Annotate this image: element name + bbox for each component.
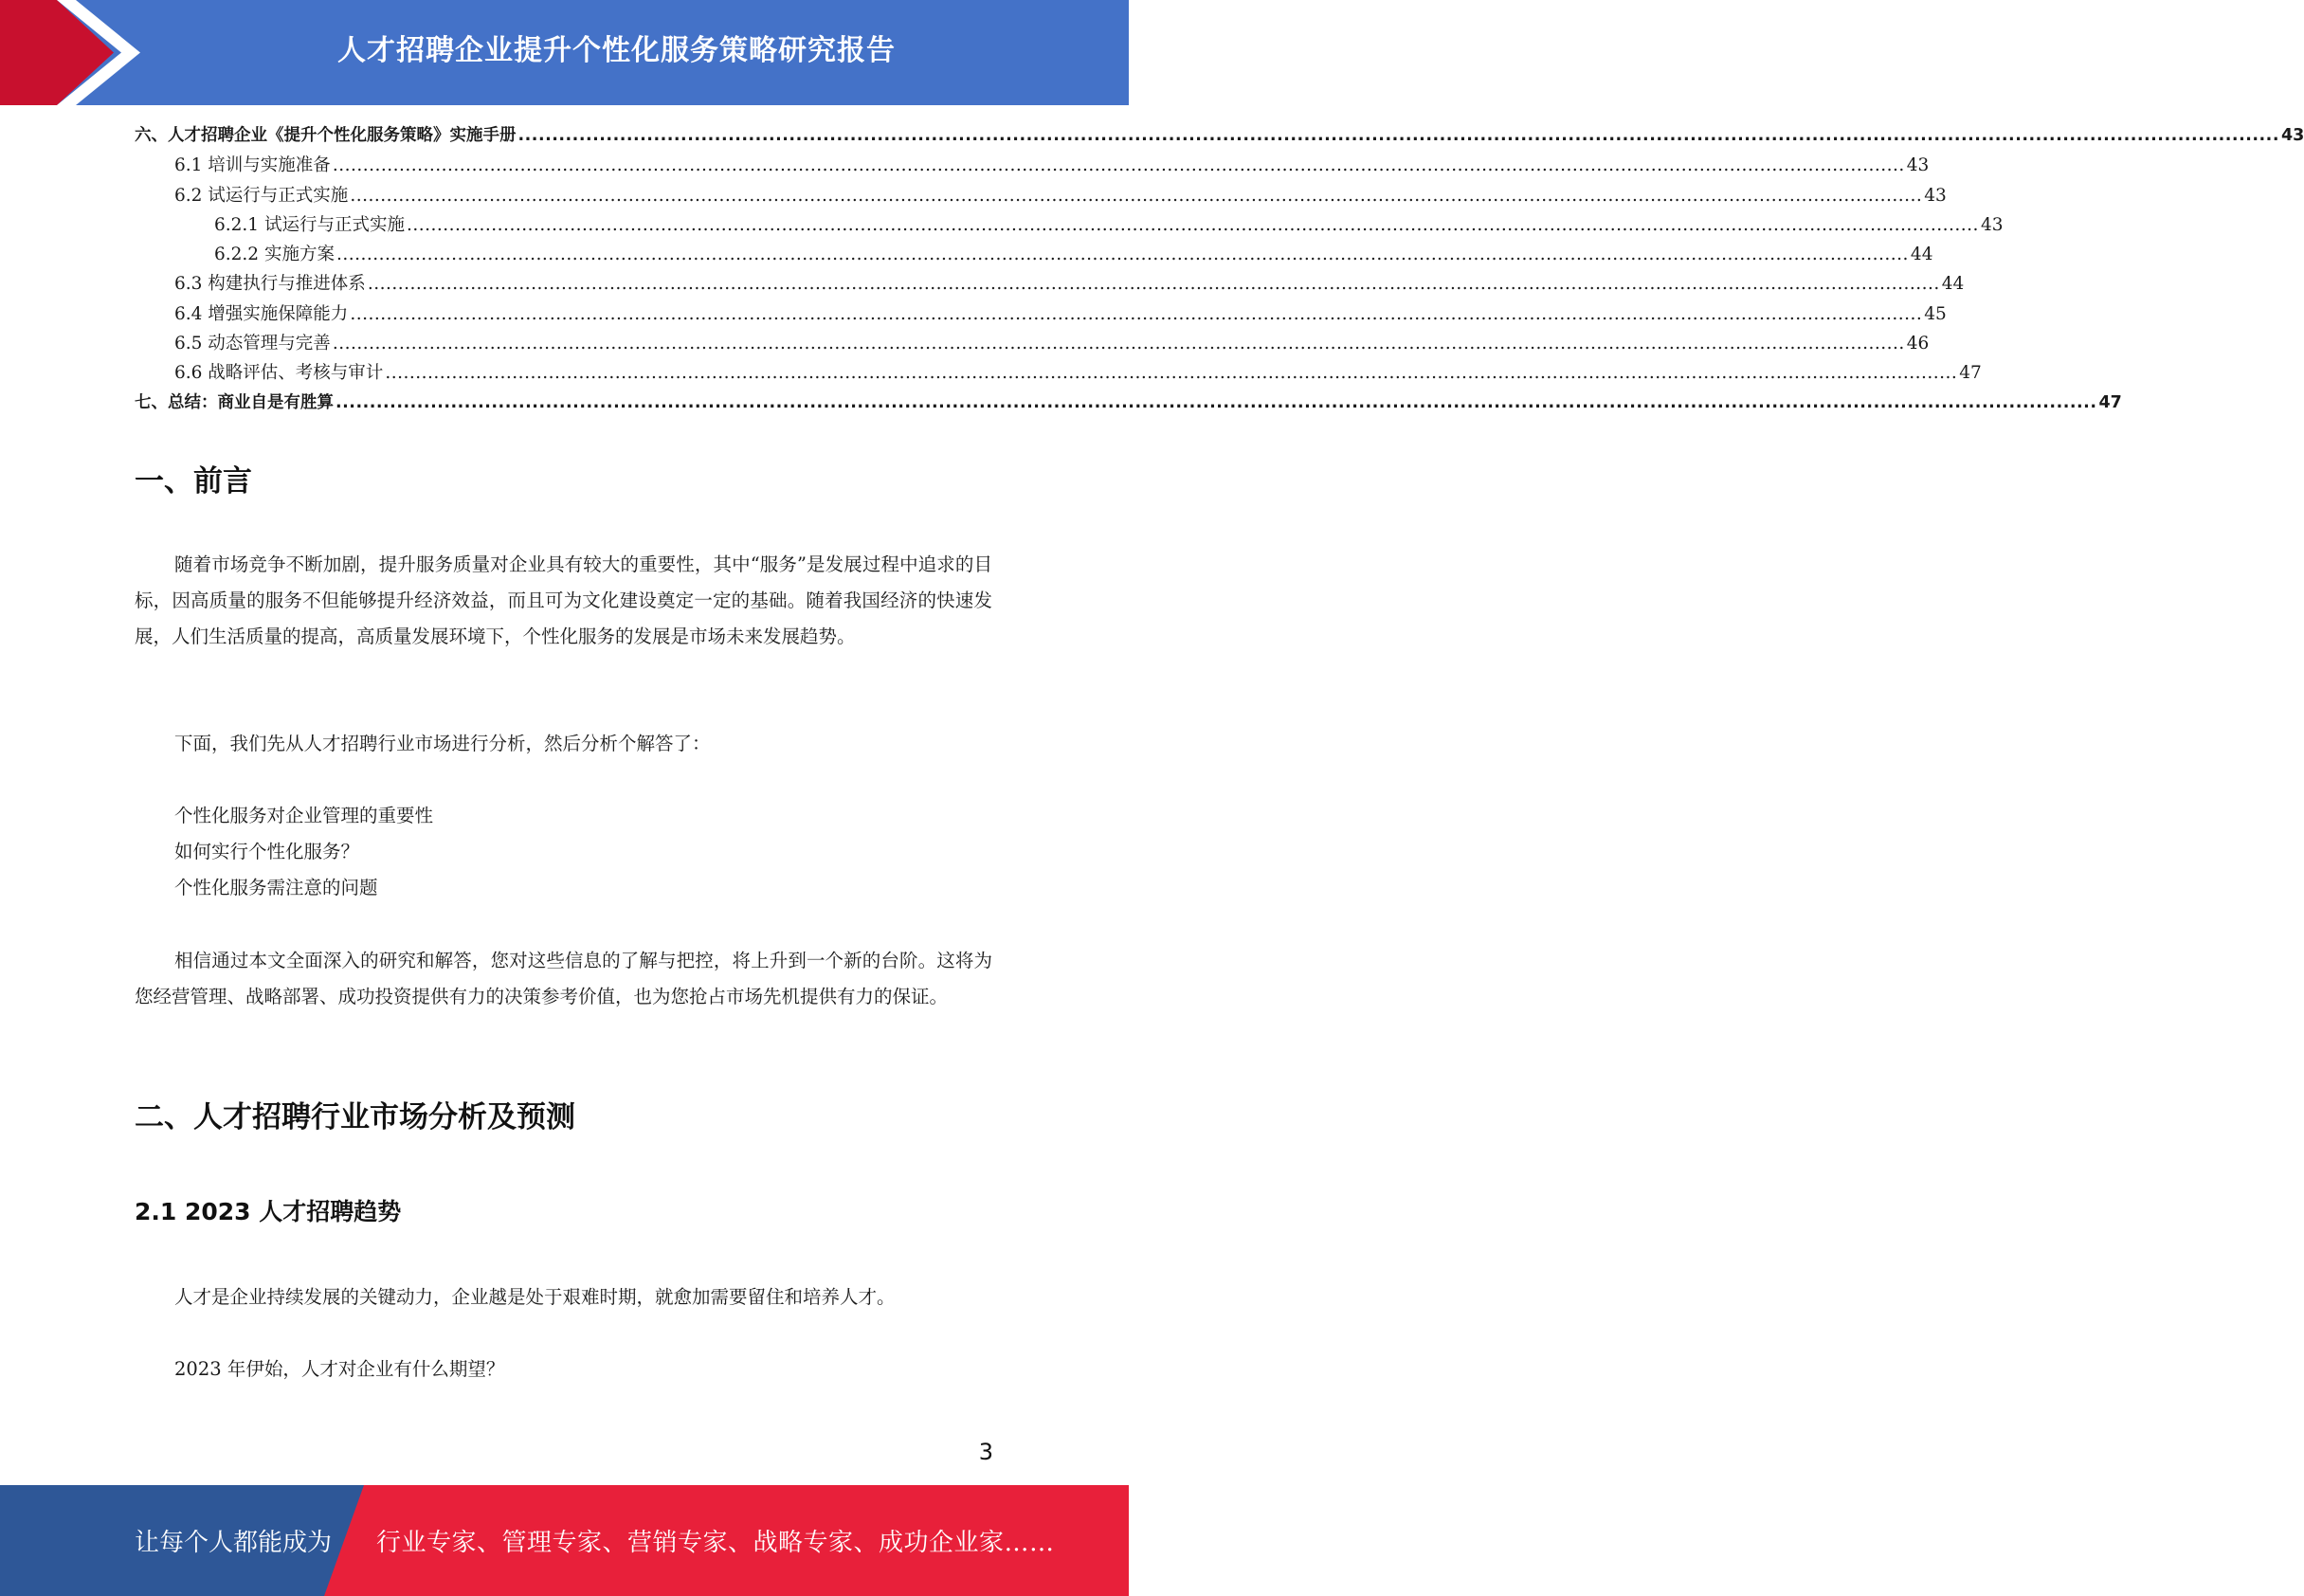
footer-slogan-left: 让每个人都能成为 xyxy=(135,1529,333,1557)
body-paragraph: 人才是企业持续发展的关键动力，企业越是处于艰难时期，就愈加需要留住和培养人才。 xyxy=(174,1286,896,1308)
toc-entry-page: 43 xyxy=(1980,214,2004,235)
header-banner xyxy=(0,0,1129,105)
toc-entry-label: 6.3 构建执行与推进体系 xyxy=(174,274,366,295)
toc-entry-label: 6.6 战略评估、考核与审计 xyxy=(174,363,384,384)
toc-leader-dots: .................................................................................................................................................................................................................................................................... xyxy=(332,334,1905,354)
toc-entry[interactable] xyxy=(135,300,1947,330)
report-title: 人才招聘企业提升个性化服务策略研究报告 xyxy=(337,34,896,67)
toc-entry-label: 6.4 增强实施保障能力 xyxy=(174,303,349,324)
toc-entry-page: 44 xyxy=(1941,274,1965,295)
body-paragraph: 随着市场竞争不断加剧，提升服务质量对企业具有较大的重要性，其中“服务”是发展过程中追求的目标，因高质量的服务不但能够提升经济效益，而且可为文化建设奠定一定的基础。随着我国经济的快速发展，人们生活质量的提高，高质量发展环境下，个性化服务的发展是市场未来发展趋势。 xyxy=(135,553,992,647)
toc-entry-page: 43 xyxy=(1924,185,1947,206)
toc-entry[interactable] xyxy=(135,359,1982,389)
body-paragraph: 相信通过本文全面深入的研究和解答，您对这些信息的了解与把控，将上升到一个新的台阶。这将为您经营管理、战略部署、成功投资提供有力的决策参考价值，也为您抢占市场先机提供有力的保证。 xyxy=(135,950,992,1007)
list-item: 个性化服务需注意的问题 xyxy=(174,877,378,898)
toc-entry-page: 47 xyxy=(2098,392,2122,412)
toc-leader-dots: .................................................................................................................................................................................................................................................................... xyxy=(367,274,1940,295)
toc-entry[interactable] xyxy=(135,330,1930,359)
footer-slogan-right: 行业专家、管理专家、营销专家、战略专家、成功企业家…… xyxy=(376,1529,1055,1557)
subsection-heading-trends: 2.1 2023 人才招聘趋势 xyxy=(135,1198,402,1225)
list-item: 个性化服务对企业管理的重要性 xyxy=(174,805,434,826)
page-number: 3 xyxy=(978,1439,993,1465)
toc-leader-dots: .................................................................................................................................................................................................................................................................... xyxy=(406,214,1979,235)
toc-entry-page: 43 xyxy=(1906,155,1930,176)
toc-entry-label: 6.2.2 实施方案 xyxy=(214,245,335,265)
toc-entry-page: 45 xyxy=(1924,303,1947,324)
toc-entry-label: 六、人才招聘企业《提升个性化服务策略》实施手册 xyxy=(135,126,517,145)
toc-entry-page: 43 xyxy=(2280,126,2304,145)
list-item: 如何实行个性化服务？ xyxy=(174,841,360,862)
toc-entry-page: 47 xyxy=(1959,363,1982,384)
toc-leader-dots: .................................................................................................................................................................................................................................................................... xyxy=(336,245,1909,265)
toc-entry-label: 6.1 培训与实施准备 xyxy=(174,155,331,176)
toc-entry-label: 6.5 动态管理与完善 xyxy=(174,334,331,354)
body-paragraph: 2023 年伊始，人才对企业有什么期望？ xyxy=(174,1358,505,1380)
toc-entry-page: 46 xyxy=(1906,334,1930,354)
footer-banner xyxy=(0,1485,1129,1596)
toc-leader-dots: .................................................................................................................................................................................................................................................................... xyxy=(350,185,1923,206)
toc-entry[interactable] xyxy=(135,211,2004,241)
toc-leader-dots: .................................................................................................................................................................................................................................................................... xyxy=(336,392,2097,412)
toc-entry[interactable] xyxy=(135,152,1930,181)
toc-entry[interactable] xyxy=(135,182,1947,211)
header-arrow-graphic xyxy=(0,0,142,105)
toc-entry[interactable] xyxy=(135,122,2304,152)
toc-entry-page: 44 xyxy=(1910,245,1933,265)
toc-entry[interactable] xyxy=(135,270,1965,299)
toc-entry-label: 6.2.1 试运行与正式实施 xyxy=(214,214,405,235)
section-heading-market-analysis: 二、人才招聘行业市场分析及预测 xyxy=(135,1100,575,1134)
toc-leader-dots: .................................................................................................................................................................................................................................................................... xyxy=(517,126,2279,145)
toc-leader-dots: .................................................................................................................................................................................................................................................................... xyxy=(332,155,1905,176)
toc-entry-label: 6.2 试运行与正式实施 xyxy=(174,185,349,206)
toc-entry[interactable] xyxy=(135,241,1933,270)
table-of-contents xyxy=(135,122,2304,419)
toc-entry-label: 七、总结：商业自是有胜算 xyxy=(135,392,334,412)
section-heading-preface: 一、前言 xyxy=(135,464,252,499)
body-paragraph: 下面，我们先从人才招聘行业市场进行分析，然后分析个解答了： xyxy=(174,733,711,754)
toc-leader-dots: .................................................................................................................................................................................................................................................................... xyxy=(350,303,1923,324)
toc-entry[interactable] xyxy=(135,390,2122,419)
toc-leader-dots: .................................................................................................................................................................................................................................................................... xyxy=(385,363,1958,384)
